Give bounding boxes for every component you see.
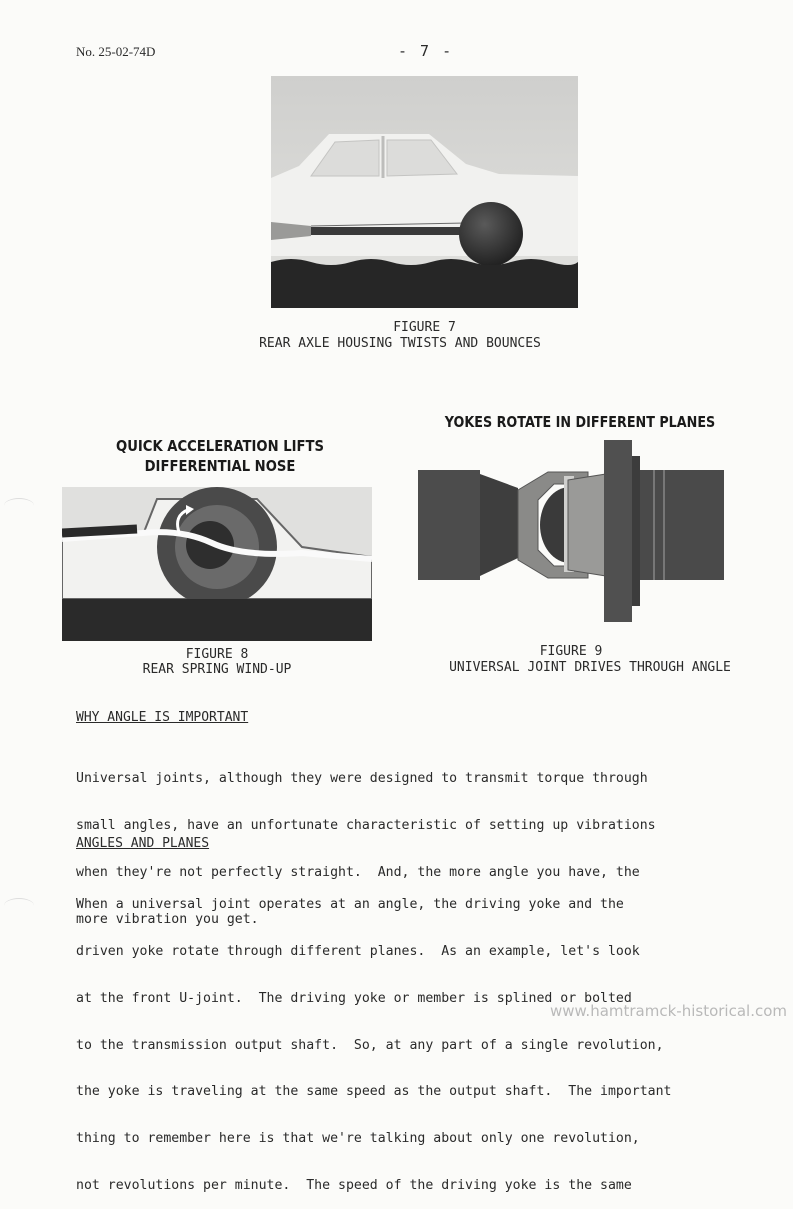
- section-heading-why-angle: WHY ANGLE IS IMPORTANT: [76, 710, 249, 725]
- figure-8-label: FIGURE 8: [185, 647, 249, 662]
- figure-7-caption: REAR AXLE HOUSING TWISTS AND BOUNCES: [259, 336, 541, 351]
- page-number: - 7 -: [398, 42, 454, 60]
- body-line: to the transmission output shaft. So, at any part of a single revolution,: [76, 1037, 664, 1053]
- body-line: Universal joints, although they were designed to transmit torque through: [76, 771, 648, 787]
- rear-spring-illustration: [62, 487, 372, 641]
- figure-8-heading-line-1: QUICK ACCELERATION LIFTS: [115, 437, 324, 455]
- body-line: driven yoke rotate through different planes. As an example, let's look: [76, 943, 640, 959]
- universal-joint-illustration: [418, 440, 724, 622]
- figure-9-heading: YOKES ROTATE IN DIFFERENT PLANES: [444, 413, 716, 431]
- car-axle-illustration: [271, 76, 578, 308]
- section-body-angles-planes: [76, 866, 671, 1209]
- section-heading-angles-planes: ANGLES AND PLANES: [76, 836, 210, 851]
- body-line: thing to remember here is that we're talking about only one revolution,: [76, 1131, 640, 1147]
- binder-hole-mark: [4, 898, 34, 913]
- figure-8-heading: [84, 436, 356, 476]
- document-number: No. 25-02-74D: [76, 44, 156, 59]
- figure-7-label: FIGURE 7: [393, 320, 456, 335]
- body-line: not revolutions per minute. The speed of the driving yoke is the same: [76, 1177, 632, 1193]
- watermark-link[interactable]: www.hamtramck-historical.com: [550, 1002, 787, 1020]
- body-line: at the front U-joint. The driving yoke or member is splined or bolted: [76, 990, 632, 1006]
- figure-8-heading-line-2: DIFFERENTIAL NOSE: [144, 457, 296, 475]
- body-line: the yoke is traveling at the same speed as the output shaft. The important: [76, 1084, 672, 1100]
- figure-9-label: FIGURE 9: [539, 644, 603, 659]
- figure-7-image: [271, 76, 578, 308]
- figure-9-caption: UNIVERSAL JOINT DRIVES THROUGH ANGLE: [449, 660, 731, 675]
- figure-8-image: [62, 487, 372, 641]
- body-line: when they're not perfectly straight. And, the more angle you have, the: [76, 864, 640, 880]
- binder-hole-mark: [4, 498, 34, 513]
- figure-9-image: [418, 440, 724, 622]
- body-line: small angles, have an unfortunate characteristic of setting up vibrations: [76, 817, 656, 833]
- body-line: When a universal joint operates at an angle, the driving yoke and the: [76, 897, 624, 913]
- body-line: more vibration you get.: [76, 911, 259, 927]
- figure-8-caption: REAR SPRING WIND-UP: [142, 662, 292, 677]
